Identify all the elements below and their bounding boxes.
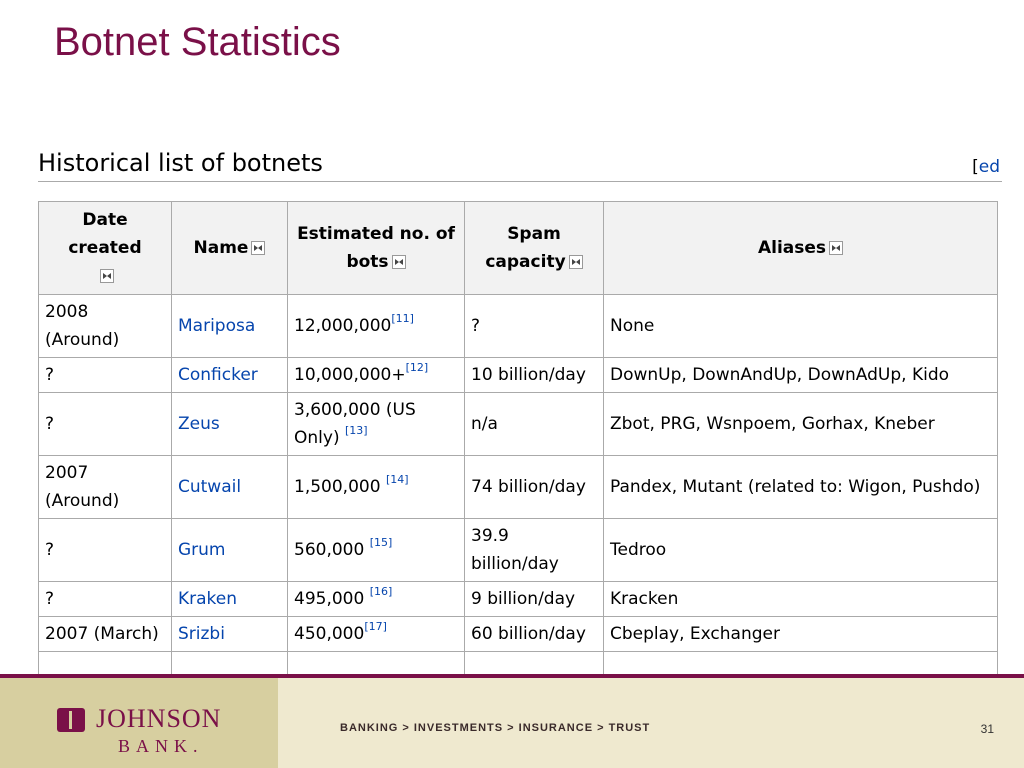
cell-name-link[interactable]: Zeus <box>172 393 288 456</box>
slide-title: Botnet Statistics <box>54 20 341 64</box>
table-row <box>39 358 998 393</box>
edit-link[interactable]: [ed <box>972 157 1000 177</box>
cell-name-link[interactable]: Cutwail <box>172 456 288 519</box>
cell-date: 2007 (March) <box>39 617 172 652</box>
column-header-name[interactable]: Name <box>172 202 288 295</box>
cell-aliases: None <box>604 295 998 358</box>
cell-aliases: Cbeplay, Exchanger <box>604 617 998 652</box>
cell-spam: 60 billion/day <box>465 617 604 652</box>
cell-bots: 12,000,000[11] <box>288 295 465 358</box>
edit-link-text[interactable]: ed <box>978 157 1000 177</box>
cell-date: ? <box>39 582 172 617</box>
logo-line2: BANK. <box>118 736 204 756</box>
cell-date: ? <box>39 393 172 456</box>
cell-date: 2008 (Around) <box>39 295 172 358</box>
cell-spam: 74 billion/day <box>465 456 604 519</box>
cell-date: ? <box>39 519 172 582</box>
johnson-bank-logo-icon <box>57 708 85 732</box>
cell-name-link[interactable]: Mariposa <box>172 295 288 358</box>
footer-tagline: BANKING > INVESTMENTS > INSURANCE > TRUST <box>340 722 651 734</box>
cell-date: ? <box>39 358 172 393</box>
cell-aliases: Pandex, Mutant (related to: Wigon, Pushdo) <box>604 456 998 519</box>
cell-bots: 495,000 [16] <box>288 582 465 617</box>
cell-bots: 10,000,000+[12] <box>288 358 465 393</box>
botnet-table <box>38 201 998 687</box>
sort-icon[interactable] <box>829 241 843 255</box>
sort-icon[interactable] <box>100 269 114 283</box>
cell-aliases: DownUp, DownAndUp, DownAdUp, Kido <box>604 358 998 393</box>
column-header-spam[interactable]: Spam capacity <box>465 202 604 295</box>
cell-aliases: Tedroo <box>604 519 998 582</box>
table-viewport <box>38 201 998 644</box>
column-header-aliases[interactable]: Aliases <box>604 202 998 295</box>
reference-link[interactable]: [14] <box>385 473 409 486</box>
cell-name-link[interactable]: Kraken <box>172 582 288 617</box>
cell-name-link[interactable]: Srizbi <box>172 617 288 652</box>
column-header-bots[interactable]: Estimated no. of bots <box>288 202 465 295</box>
table-row <box>39 456 998 519</box>
section-header <box>38 143 1002 182</box>
cell-bots: 450,000[17] <box>288 617 465 652</box>
cell-date: 2007 (Around) <box>39 456 172 519</box>
table-row <box>39 295 998 358</box>
reference-link[interactable]: [11] <box>391 312 414 325</box>
sort-icon[interactable] <box>251 241 265 255</box>
reference-link[interactable]: [13] <box>344 424 368 437</box>
cell-name-link[interactable]: Conficker <box>172 358 288 393</box>
logo-line1: JOHNSON <box>96 704 222 733</box>
cell-name-link[interactable]: Grum <box>172 519 288 582</box>
reference-link[interactable]: [17] <box>364 620 387 633</box>
cell-spam: n/a <box>465 393 604 456</box>
page-number: 31 <box>980 722 994 736</box>
column-header-date[interactable]: Date created <box>39 202 172 295</box>
cell-bots: 1,500,000 [14] <box>288 456 465 519</box>
footer <box>0 674 1024 768</box>
cell-spam: 10 billion/day <box>465 358 604 393</box>
cell-aliases: Kracken <box>604 582 998 617</box>
table-row <box>39 582 998 617</box>
section-title: Historical list of botnets <box>38 149 323 177</box>
table-row <box>39 393 998 456</box>
footer-logo-panel <box>0 678 278 768</box>
cell-spam: ? <box>465 295 604 358</box>
cell-aliases: Zbot, PRG, Wsnpoem, Gorhax, Kneber <box>604 393 998 456</box>
cell-spam: 9 billion/day <box>465 582 604 617</box>
table-row <box>39 617 998 652</box>
table-header-row <box>39 202 998 295</box>
sort-icon[interactable] <box>569 255 583 269</box>
reference-link[interactable]: [12] <box>405 361 429 374</box>
cell-spam: 39.9 billion/day <box>465 519 604 582</box>
cell-bots: 3,600,000 (US Only) [13] <box>288 393 465 456</box>
cell-bots: 560,000 [15] <box>288 519 465 582</box>
table-row <box>39 519 998 582</box>
sort-icon[interactable] <box>392 255 406 269</box>
reference-link[interactable]: [15] <box>369 536 393 549</box>
reference-link[interactable]: [16] <box>369 585 393 598</box>
